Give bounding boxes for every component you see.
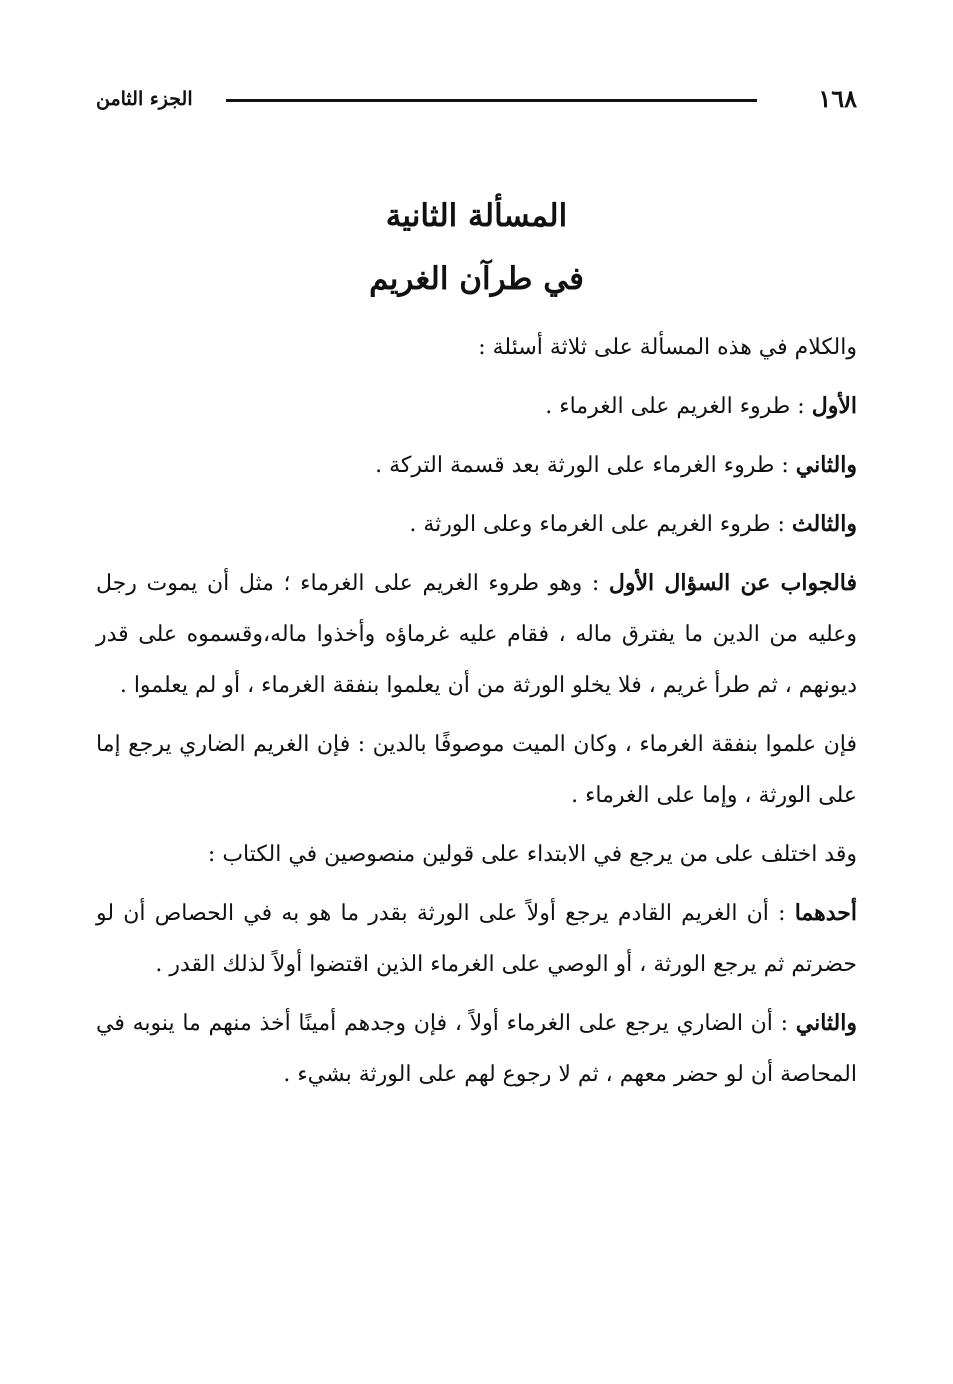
- paragraph: [96, 440, 857, 491]
- section-title: المسألة الثانية: [385, 198, 568, 234]
- paragraph-lead: فالجواب عن السؤال الأول: [608, 570, 857, 596]
- paragraph: [96, 499, 857, 550]
- paragraph: [96, 322, 857, 373]
- paragraph-text: وقد اختلف على من يرجع في الابتداء على قولين منصوصين في الكتاب :: [207, 842, 857, 867]
- header-rule: [226, 99, 757, 102]
- paragraph-text: فإن علموا بنفقة الغرماء ، وكان الميت موصوفًا بالدين : فإن الغريم الضاري يرجع إما على الورثة ، وإما على الغرماء .: [96, 732, 857, 808]
- paragraph-lead: الأول: [811, 393, 857, 419]
- paragraph-text: : أن الغريم القادم يرجع أولاً على الورثة بقدر ما هو به في الحصاص أن لو حضرتم ثم يرجع الورثة ، أو الوصي على الغرماء الذين اقتضوا أولاً لذلك القدر .: [96, 901, 857, 977]
- paragraph-text: : وهو طروء الغريم على الغرماء ؛ مثل أن يموت رجل وعليه من الدين ما يفترق ماله ، فقام عليه غرماؤه وأخذوا ماله،وقسموه على قدر ديونهم ، ثم طرأ غريم ، فلا يخلو الورثة من أن يعلموا بنفقة الغرماء ، أو لم يعلموا .: [96, 571, 857, 698]
- section-subtitle: في طرآن الغريم: [369, 261, 584, 297]
- paragraph: [96, 719, 857, 821]
- paragraph-text: : طروء الغريم على الغرماء .: [545, 394, 812, 419]
- paragraph: [96, 998, 857, 1100]
- paragraph: [96, 381, 857, 432]
- paragraph-lead: والثاني: [795, 1010, 857, 1036]
- paragraph: [96, 829, 857, 880]
- paragraph-lead: والثالث: [791, 511, 857, 537]
- paragraph-lead: أحدهما: [794, 900, 857, 926]
- paragraph-text: : أن الضاري يرجع على الغرماء أولاً ، فإن وجدهم أمينًا أخذ منهم ما ينوبه في المحاصة أن لو حضر معهم ، ثم لا رجوع لهم على الورثة بشيء .: [96, 1011, 857, 1087]
- paragraph: [96, 558, 857, 711]
- page-header: [96, 82, 857, 116]
- paragraph-text: : طروء الغرماء على الورثة بعد قسمة التركة .: [375, 453, 796, 478]
- running-title: الجزء الثامن: [96, 88, 193, 110]
- paragraph-text: والكلام في هذه المسألة على ثلاثة أسئلة :: [478, 335, 857, 360]
- body-text: [96, 322, 857, 1108]
- paragraph-text: : طروء الغريم على الغرماء وعلى الورثة .: [409, 512, 792, 537]
- page-number: ١٦٨: [818, 84, 857, 113]
- paragraph: [96, 888, 857, 990]
- paragraph-lead: والثاني: [795, 452, 857, 478]
